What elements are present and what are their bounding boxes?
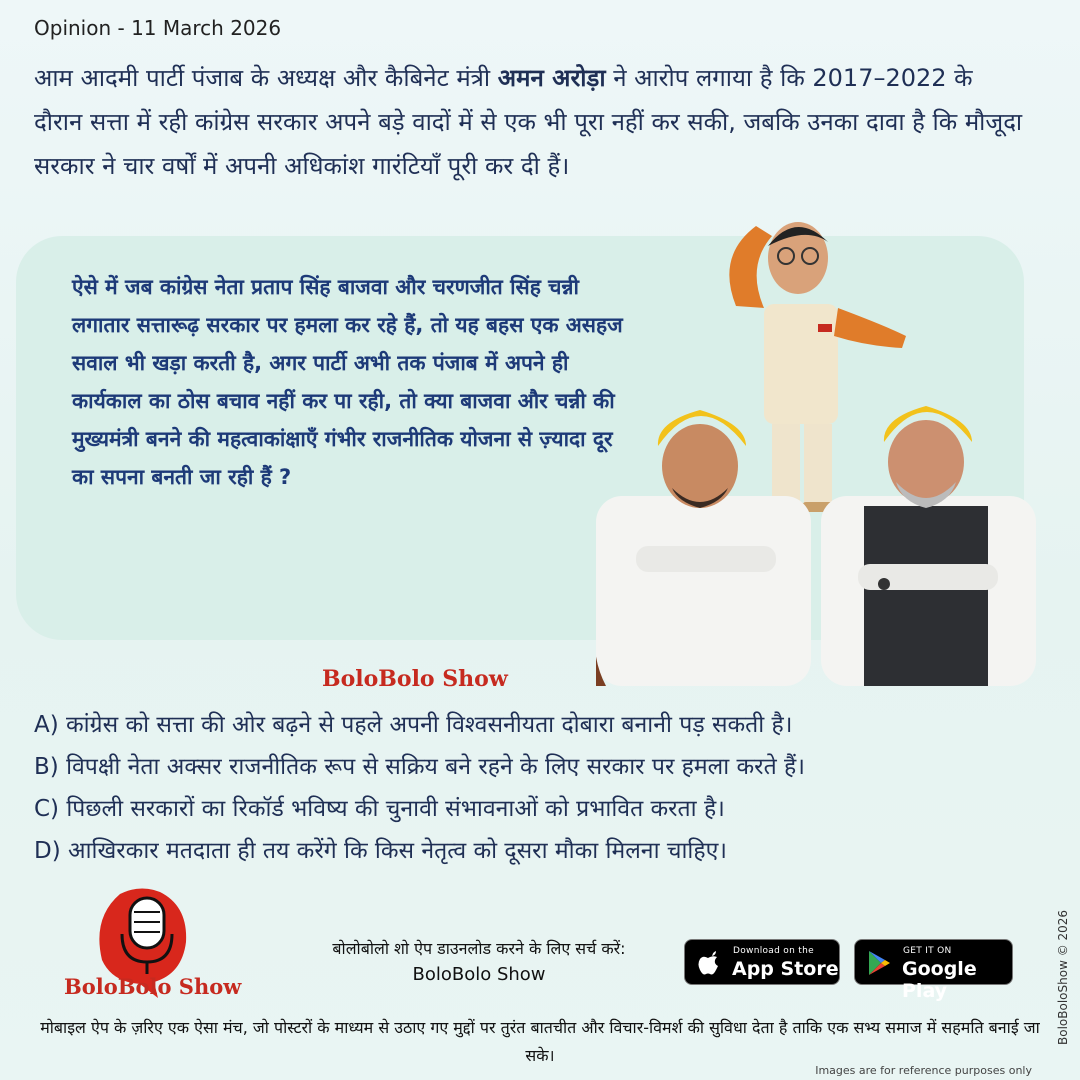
highlighted-name: अमन अरोड़ा: [497, 64, 606, 92]
google-play-button[interactable]: [854, 939, 1013, 1002]
app-name: BoloBolo Show: [412, 964, 546, 985]
app-store-small-text: Download on the: [733, 946, 814, 956]
question-text: ऐसे में जब कांग्रेस नेता प्रताप सिंह बाजवा और चरणजीत सिंह चन्नी लगातार सत्तारूढ़ सरकार पर हमला कर रहे हैं, तो यह बहस एक असहज सवाल भी खड़ा करती है, अगर पार्टी अभी तक पंजाब में अपने ही कार्यकाल का ठोस बचाव नहीं कर पा रही, तो क्या बाजवा और चन्नी की मुख्यमंत्री बनने की महत्वाकांक्षाएँ गंभीर राजनीतिक योजना से ज़्यादा दूर का सपना बनती जा रही हैं ?: [72, 275, 623, 489]
copyright-text: BoloBoloShow © 2026: [1056, 909, 1070, 1045]
politicians-illustration: [596, 196, 1036, 686]
app-search-prompt: [270, 936, 688, 988]
google-play-label: Google Play: [902, 958, 977, 1002]
disclaimer-text: Images are for reference purposes only: [815, 1064, 1032, 1077]
search-instruction: बोलोबोलो शो ऐप डाउनलोड करने के लिए सर्च करें:: [332, 939, 626, 958]
right-seated-man-figure: [821, 406, 1036, 686]
option-d[interactable]: D) आखिरकार मतदाता ही तय करेंगे कि किस नेतृत्व को दूसरा मौका मिलना चाहिए।: [34, 838, 728, 864]
intro-part-1: आम आदमी पार्टी पंजाब के अध्यक्ष और कैबिनेट मंत्री: [34, 64, 498, 92]
option-b[interactable]: B) विपक्षी नेता अक्सर राजनीतिक रूप से सक्रिय बने रहने के लिए सरकार पर हमला करते हैं।: [34, 754, 805, 780]
logo-brand-text: BoloBolo Show: [64, 974, 242, 999]
options-list: [34, 704, 1044, 872]
google-play-icon: [867, 950, 891, 976]
google-play-small-text: GET IT ON: [903, 946, 952, 956]
option-a[interactable]: A) कांग्रेस को सत्ता की ओर बढ़ने से पहले अपनी विश्वसनीयता दोबारा बनानी पड़ सकती है।: [34, 712, 793, 738]
app-store-button[interactable]: [684, 939, 840, 985]
intro-part-2: ने आरोप लगाया है कि 2017–2022 के दौरान सत्ता में रही कांग्रेस सरकार अपने बड़े वादों में से एक भी पूरा नहीं कर सकी, जबकि उनका दावा है कि मौजूदा सरकार ने चार वर्षों में अपनी अधिकांश गारंटियाँ पूरी कर दी हैं।: [34, 64, 1023, 180]
apple-icon: [697, 950, 719, 976]
footer-description: मोबाइल ऐप के ज़रिए एक ऐसा मंच, जो पोस्टरों के माध्यम से उठाए गए मुद्दों पर तुरंत बातचीत और विचार-विमर्श की सुविधा देता है ताकि एक सभ्य समाज में सहमति बनाई जा सके।: [40, 1018, 1040, 1065]
option-c[interactable]: C) पिछली सरकारों का रिकॉर्ड भविष्य की चुनावी संभावनाओं को प्रभावित करता है।: [34, 796, 725, 822]
intro-paragraph: [34, 56, 1024, 188]
standing-man-figure: [729, 222, 906, 512]
app-store-label: App Store: [732, 958, 839, 980]
watermark-brand: BoloBolo Show: [322, 666, 508, 692]
post-date: Opinion - 11 March 2026: [34, 16, 282, 40]
